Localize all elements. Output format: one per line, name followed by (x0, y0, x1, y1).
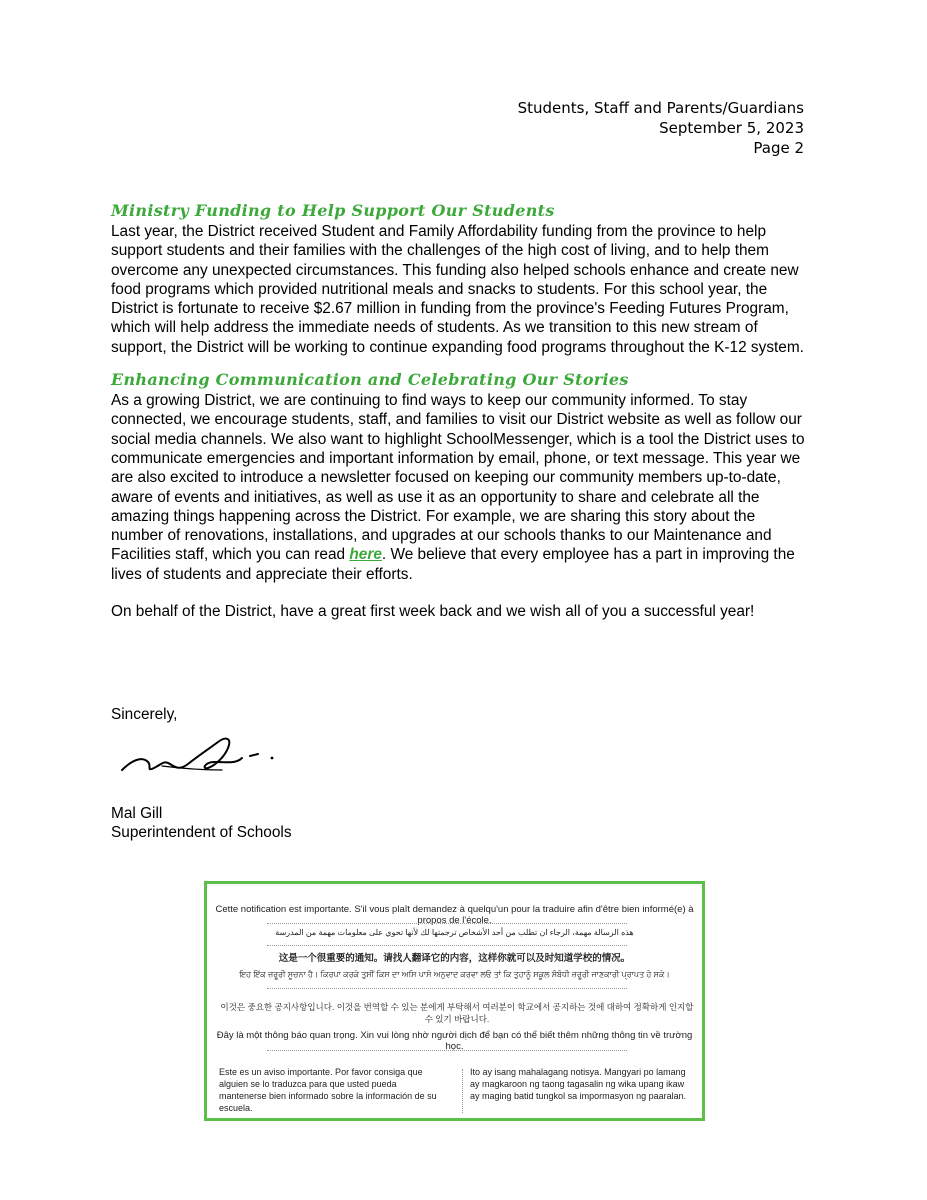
notice-tagalog: Ito ay isang mahalagang notisya. Mangyari po lamang ay magkaroon ng taong tagasalin ng wika upang ikaw ay maging batid tungkol sa impormasyon ng paaralan. (470, 1067, 687, 1101)
notice-vietnamese: Đây là một thông báo quan trọng. Xin vui lòng nhờ người dịch để bạn có thể biết thêm những thông tin về trường học. (216, 1030, 693, 1052)
header-recipients: Students, Staff and Parents/Guardians (517, 99, 804, 117)
paragraph-text-before-link: As a growing District, we are continuing to find ways to keep our community informed. To stay connected, we encourage students, staff, and families to visit our District website as well as follow our social media channels. We also want to highlight SchoolMessenger, which is a tool the District uses to communicate emergencies and important information by email, phone, or text message. This year we are also excited to introduce a newsletter focused on keeping our community members up-to-date, aware of events and initiatives, as well as use it as an opportunity to share and celebrate all the amazing things happening across the District. For example, we are sharing this story about the number of renovations, installations, and upgrades at our schools thanks to our Maintenance and Facilities staff, which you can read (111, 392, 805, 564)
notice-arabic: هذه الرسالة مهمة، الرجاء ان تطلب من أحد الأشخاص ترجمتها لك لأنها تحوي على معلومات مهمة من المدرسة (275, 928, 634, 937)
section-paragraph-communication (111, 391, 811, 584)
notice-punjabi: ਇਹ ਇੱਕ ਜ਼ਰੂਰੀ ਸੂਚਨਾ ਹੈ। ਕਿਰਪਾ ਕਰਕੇ ਤੁਸੀਂ ਕਿਸ ਦਾ ਅਸਿ ਪਾਸੋ ਅਨੁਵਾਦ ਕਰਵਾ ਲਓ ਤਾਂ ਕਿ ਤੁਹਾਨੂੰ ਸਕੂਲ ਸੰਬੰਧੀ ਜ਼ਰੂਰੀ ਜਾਣਕਾਰੀ ਪ੍ਰਾਪਤ ਹੋ ਸਕੇ। (239, 970, 670, 979)
notice-spanish: Este es un aviso importante. Por favor consiga que alguien se lo traduzca para que usted pueda mantenerse bien informado sobre la información de su escuela. (219, 1067, 437, 1113)
salutation: Sincerely, (111, 706, 178, 723)
signatory-title: Superintendent of Schools (111, 824, 292, 842)
handwritten-signature (118, 728, 298, 808)
letter-body (111, 200, 811, 621)
notice-korean: 이것은 중요한 공지사항입니다. 이것을 번역할 수 있는 분에게 부탁해서 여러분이 학교에서 공지하는 것에 대하여 정확하게 인지할 수 있기 바랍니다. (220, 1002, 694, 1024)
notice-divider (267, 945, 627, 946)
notice-divider (267, 1050, 627, 1051)
translation-notice-box (204, 881, 705, 1121)
closing-paragraph: On behalf of the District, have a great first week back and we wish all of you a successful year! (111, 603, 755, 621)
story-link[interactable]: here (349, 546, 382, 564)
header-page-number: Page 2 (753, 139, 804, 157)
section-paragraph-funding: Last year, the District received Student and Family Affordability funding from the province to help support students and their families with the challenges of the high cost of living, and to help them overcome any unexpected circumstances. This funding also helped schools enhance and create new food programs which provided nutritional meals and snacks to students. For this school year, the District is fortunate to receive $2.67 million in funding from the province's Feeding Futures Program, which will help address the immediate needs of students. As we transition to this new stream of support, the District will be working to continue expanding food programs throughout the K-12 system. (111, 223, 804, 356)
notice-divider (267, 923, 627, 924)
paragraph-text-after-link: . We believe that every employee has a part in improving the lives of students and appreciate their efforts. (111, 546, 795, 583)
section-heading-funding: Ministry Funding to Help Support Our Students (111, 201, 555, 220)
header-date: September 5, 2023 (659, 119, 804, 137)
signatory-name: Mal Gill (111, 805, 163, 822)
section-heading-communication: Enhancing Communication and Celebrating Our Stories (111, 370, 629, 390)
notice-divider (267, 988, 627, 989)
notice-column-divider (462, 1069, 463, 1113)
section-spacer (111, 357, 811, 369)
signatory (111, 804, 292, 843)
notice-chinese: 这是一个很重要的通知。请找人翻译它的内容，这样你就可以及时知道学校的情况。 (278, 953, 631, 964)
notice-french: Cette notification est importante. S'il vous plaît demandez à quelqu'un pour la traduire afin d'être bien informé(e) à propos de l'école. (215, 904, 694, 926)
letter-header (518, 98, 804, 158)
